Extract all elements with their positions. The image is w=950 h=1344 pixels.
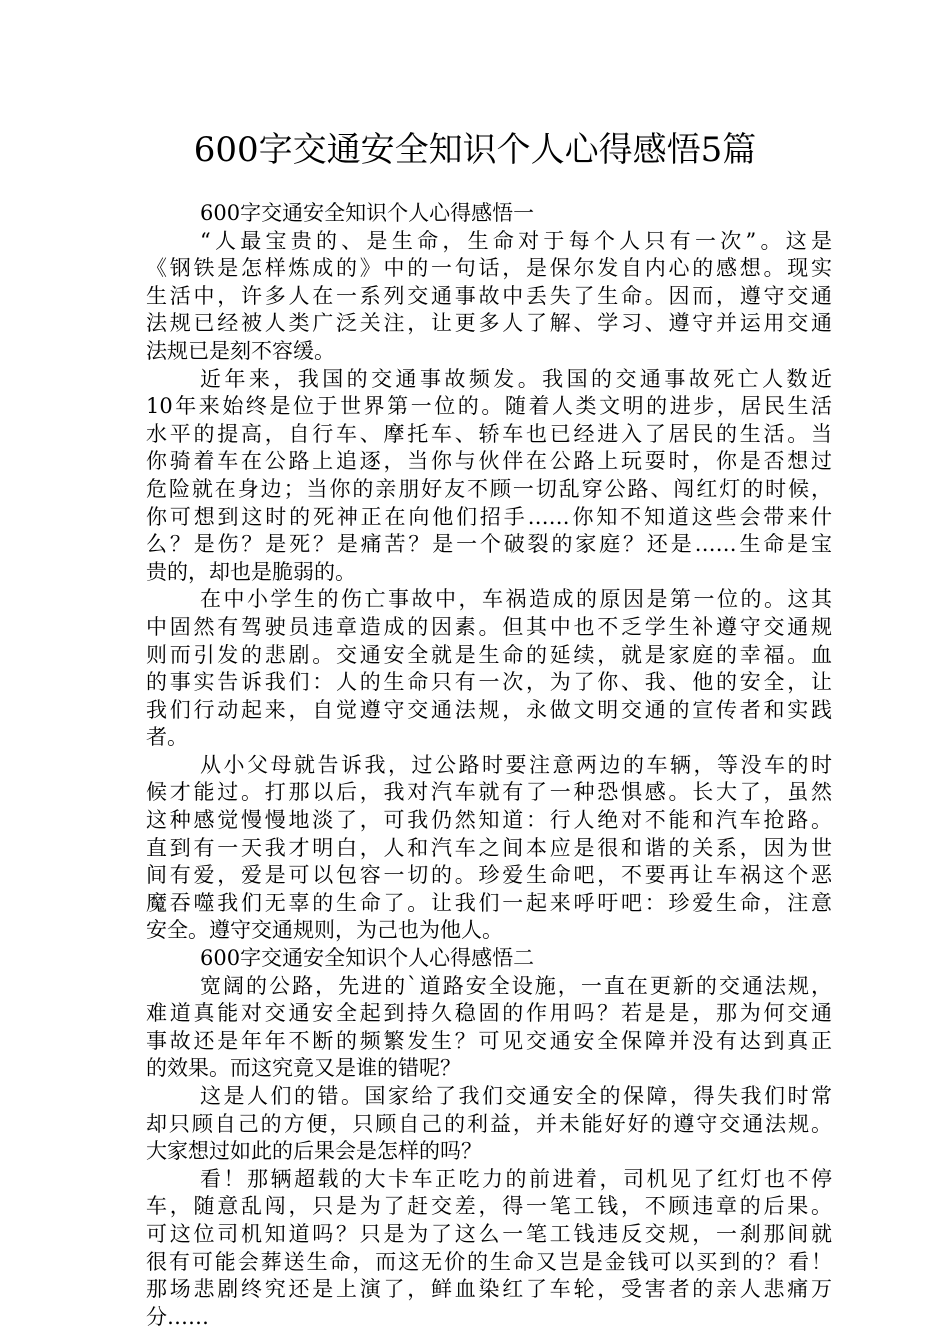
- text-line: 我们行动起来，自觉遵守交通法规，永做文明交通的宣传者和实践: [146, 697, 832, 722]
- text-line: 可这位司机知道吗？只是为了这么一笔工钱违反交规，一刹那间就: [146, 1221, 832, 1246]
- text-line: 在中小学生的伤亡事故中，车祸造成的原因是第一位的。这其: [200, 587, 832, 612]
- text-line: 很有可能会葬送生命，而这无价的生命又岂是金钱可以买到的？看！: [146, 1249, 832, 1274]
- document-body: [146, 200, 832, 1331]
- text-line: 的事实告诉我们：人的生命只有一次，为了你、我、他的安全，让: [146, 670, 832, 695]
- section-heading: 600字交通安全知识个人心得感悟一: [200, 201, 535, 225]
- text-line: 你可想到这时的死神正在向他们招手……你知不知道这些会带来什: [146, 504, 832, 529]
- text-line: 么？是伤？是死？是痛苦？是一个破裂的家庭？还是……生命是宝: [146, 532, 832, 557]
- text-line: 这种感觉慢慢地淡了，可我仍然知道：行人绝对不能和汽车抢路。: [146, 808, 832, 833]
- text-line: 直到有一天我才明白，人和汽车之间本应是很和谐的关系，因为世: [146, 835, 832, 860]
- text-line: 分……: [146, 1304, 209, 1329]
- text-line: 生活中，许多人在一系列交通事故中丢失了生命。因而，遵守交通: [146, 283, 832, 308]
- text-line: 大家想过如此的后果会是怎样的吗？: [146, 1139, 482, 1164]
- text-line: 却只顾自己的方便，只顾自己的利益，并未能好好的遵守交通法规。: [146, 1111, 832, 1136]
- text-line: 近年来，我国的交通事故频发。我国的交通事故死亡人数近: [200, 366, 832, 391]
- text-line: 的效果。而这究竟又是谁的错呢？: [146, 1056, 461, 1081]
- text-line: 则而引发的悲剧。交通安全就是生命的延续，就是家庭的幸福。血: [146, 642, 832, 667]
- text-line: 水平的提高，自行车、摩托车、轿车也已经进入了居民的生活。当: [146, 421, 832, 446]
- text-line: 中固然有驾驶员违章造成的因素。但其中也不乏学生补遵守交通规: [146, 614, 832, 639]
- text-line: 那场悲剧终究还是上演了，鲜血染红了车轮，受害者的亲人悲痛万: [146, 1277, 832, 1302]
- text-line: 法规已经被人类广泛关注，让更多人了解、学习、遵守并运用交通: [146, 311, 832, 336]
- document-title: 600字交通安全知识个人心得感悟5篇: [193, 130, 757, 170]
- text-line: 从小父母就告诉我，过公路时要注意两边的车辆，等没车的时: [200, 752, 832, 777]
- text-line: 贵的，却也是脆弱的。: [146, 559, 356, 584]
- text-line: 事故还是年年不断的频繁发生？可见交通安全保障并没有达到真正: [146, 1028, 832, 1053]
- text-line: 难道真能对交通安全起到持久稳固的作用吗？若是是，那为何交通: [146, 1001, 832, 1026]
- text-line: 候才能过。打那以后，我对汽车就有了一种恐惧感。长大了，虽然: [146, 780, 832, 805]
- text-line: 安全。遵守交通规则，为己也为他人。: [146, 918, 503, 943]
- text-line: 《钢铁是怎样炼成的》中的一句话，是保尔发自内心的感想。现实: [146, 256, 832, 281]
- section-heading: 600字交通安全知识个人心得感悟二: [200, 946, 535, 971]
- text-line: “人最宝贵的、是生命，生命对于每个人只有一次”。这是: [200, 228, 832, 253]
- text-line: 魔吞噬我们无辜的生命了。让我们一起来呼吁吧：珍爱生命，注意: [146, 890, 832, 915]
- text-line: 者。: [146, 725, 188, 750]
- text-line: 宽阔的公路，先进的`道路安全设施，一直在更新的交通法规，: [200, 973, 832, 998]
- text-line: 这是人们的错。国家给了我们交通安全的保障，得失我们时常: [200, 1084, 832, 1108]
- text-line: 10年来始终是位于世界第一位的。随着人类文明的进步，居民生活: [146, 394, 832, 419]
- text-line: 间有爱，爱是可以包容一切的。珍爱生命吧，不要再让车祸这个恶: [146, 863, 832, 888]
- text-line: 你骑着车在公路上追逐，当你与伙伴在公路上玩耍时，你是否想过: [146, 449, 832, 474]
- text-line: 车，随意乱闯，只是为了赶交差，得一笔工钱，不顾违章的后果。: [146, 1194, 832, 1219]
- text-line: 看！那辆超载的大卡车正吃力的前进着，司机见了红灯也不停: [200, 1166, 832, 1191]
- text-line: 危险就在身边；当你的亲朋好友不顾一切乱穿公路、闯红灯的时候，: [146, 476, 832, 501]
- text-line: 法规已是刻不容缓。: [146, 338, 335, 363]
